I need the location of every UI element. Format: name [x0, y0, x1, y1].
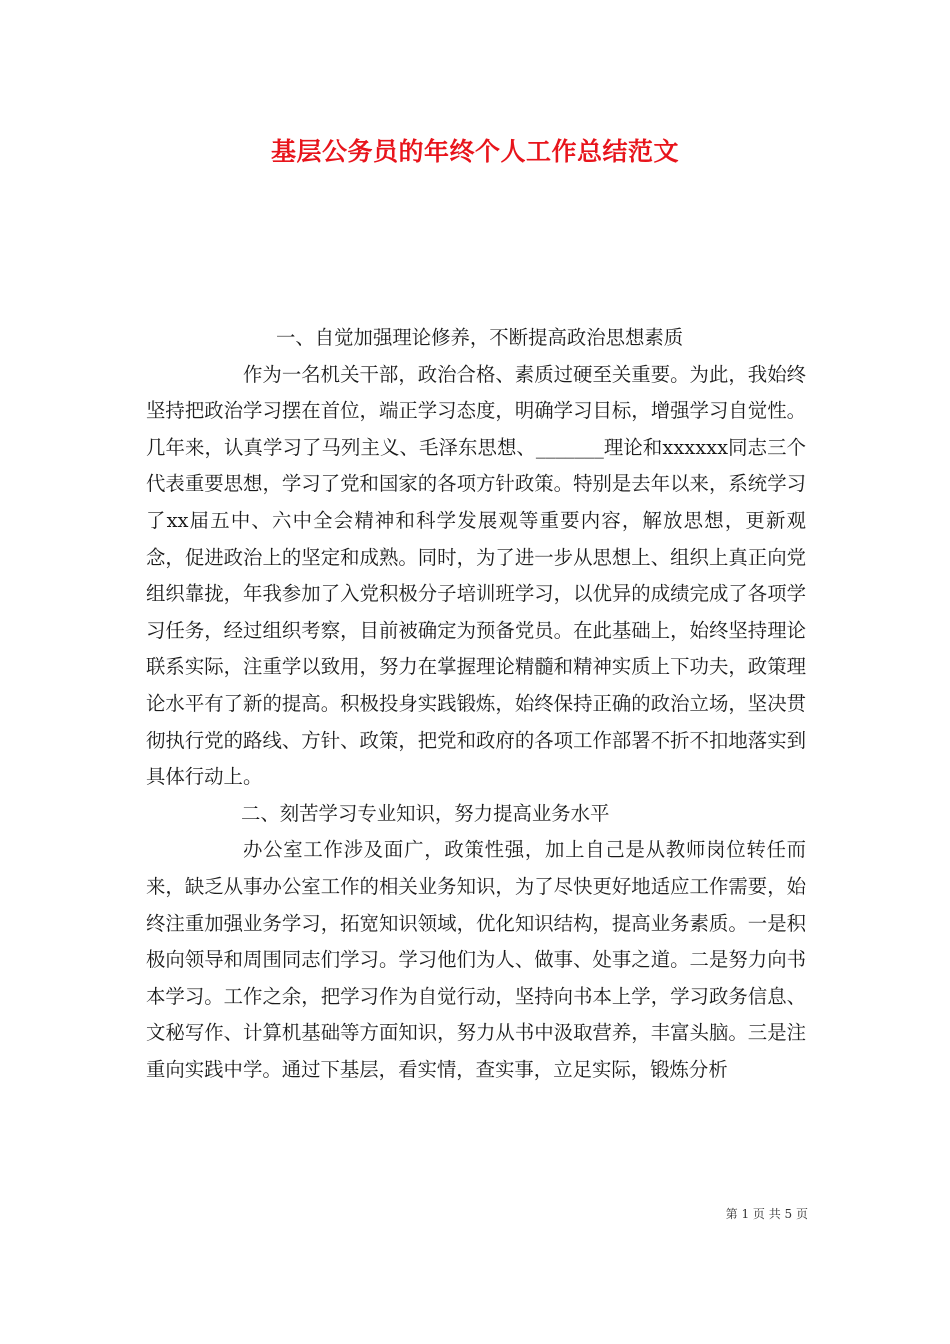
document-body	[146, 320, 806, 1088]
section-paragraph-2: 办公室工作涉及面广，政策性强，加上自己是从教师岗位转任而来，缺乏从事办公室工作的相关业务知识，为了尽快更好地适应工作需要，始终注重加强业务学习，拓宽知识领域，优化知识结构，提高业务素质。一是积极向领导和周围同志们学习。学习他们为人、做事、处事之道。二是努力向书本学习。工作之余，把学习作为自觉行动，坚持向书本上学，学习政务信息、文秘写作、计算机基础等方面知识，努力从书中汲取营养，丰富头脑。三是注重向实践中学。通过下基层，看实情，查实事，立足实际，锻炼分析	[146, 838, 806, 1081]
section-paragraph-1: 作为一名机关干部，政治合格、素质过硬至关重要。为此，我始终坚持把政治学习摆在首位，端正学习态度，明确学习目标，增强学习自觉性。几年来，认真学习了马列主义、毛泽东思想、_______理论和xxxxxx同志三个代表重要思想，学习了党和国家的各项方针政策。特别是去年以来，系统学习了xx届五中、六中全会精神和科学发展观等重要内容，解放思想，更新观念，促进政治上的坚定和成熟。同时，为了进一步从思想上、组织上真正向党组织靠拢，年我参加了入党积极分子培训班学习，以优异的成绩完成了各项学习任务，经过组织考察，目前被确定为预备党员。在此基础上，始终坚持理论联系实际，注重学以致用，努力在掌握理论精髓和精神实质上下功夫，政策理论水平有了新的提高。积极投身实践锻炼，始终保持正确的政治立场，坚决贯彻执行党的路线、方针、政策，把党和政府的各项工作部署不折不扣地落实到具体行动上。	[146, 362, 806, 789]
section-heading-2: 二、刻苦学习专业知识，努力提高业务水平	[241, 801, 610, 825]
page-number-footer: 第 1 页 共 5 页	[725, 1207, 808, 1221]
section-heading-1: 一、自觉加强理论修养，不断提高政治思想素质	[276, 326, 684, 349]
document-title: 基层公务员的年终个人工作总结范文	[270, 137, 679, 166]
